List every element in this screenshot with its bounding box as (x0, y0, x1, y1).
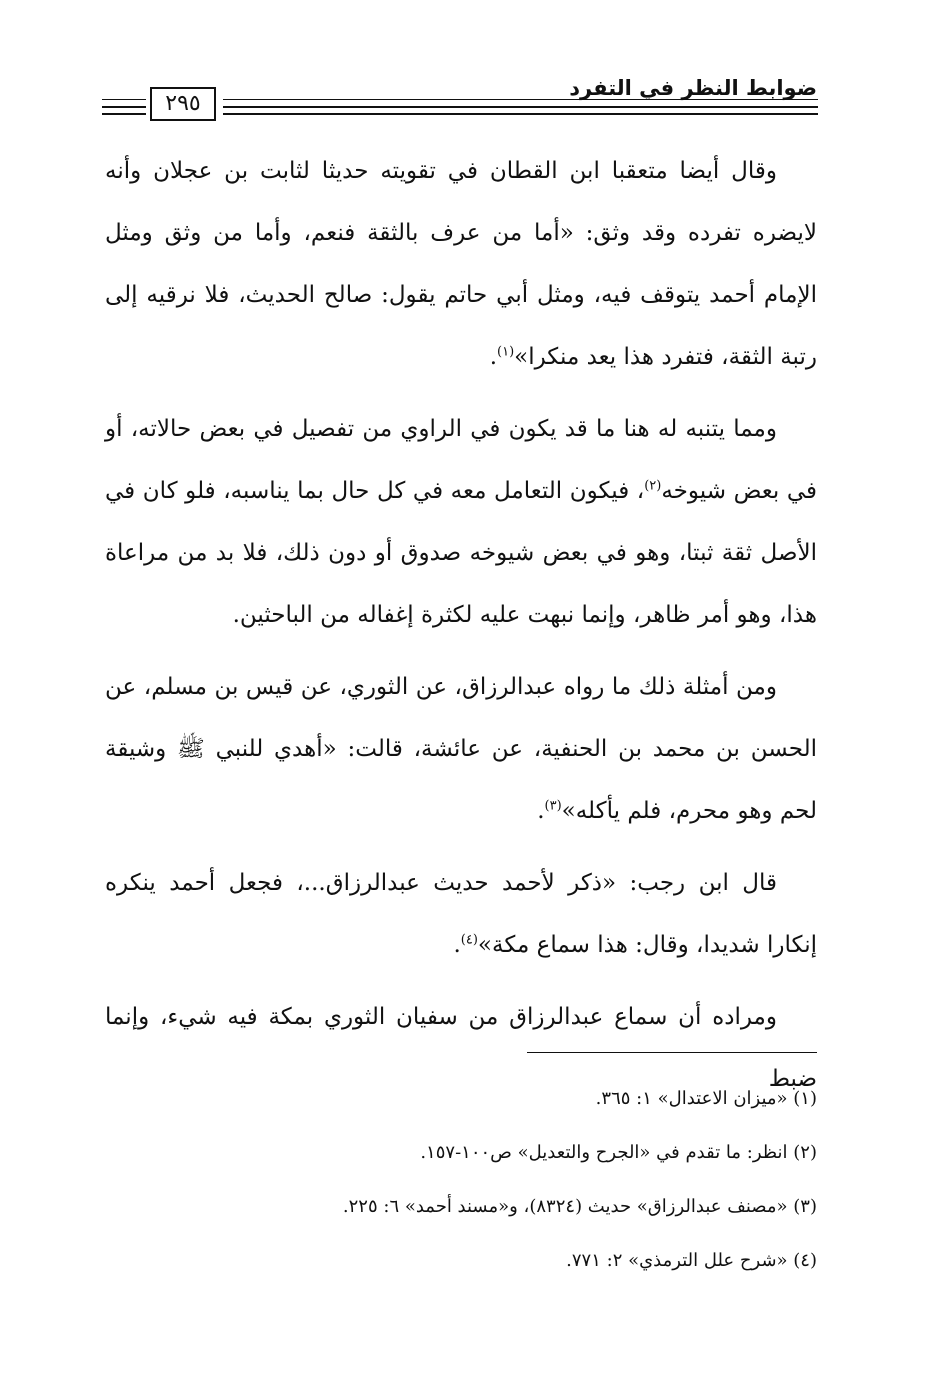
footnote: (١) «ميزان الاعتدال» ١: ٣٦٥. (595, 1088, 817, 1109)
paragraph (105, 140, 817, 388)
page-header (0, 72, 945, 132)
page-number: ٢٩٥ (150, 87, 216, 121)
paragraph (105, 852, 817, 976)
footnote-ref: (٣) (544, 798, 562, 814)
paragraph-text: ، فيكون التعامل معه في كل حال بما يناسبه، فلو كان في الأصل ثقة ثبتا، وهو في بعض شيوخه صدوق أو دون ذلك، فلا بد من مراعاة هذا، وهو أمر ظاهر، وإنما نبهت عليه لكثرة إغفاله من الباحثين. (105, 478, 817, 628)
footnote: (٤) «شرح علل الترمذي» ٢: ٧٧١. (566, 1250, 817, 1271)
running-title: ضوابط النظر في التفرد (569, 76, 817, 100)
main-text (105, 140, 817, 1110)
paragraph-text: ومما يتنبه له هنا ما قد يكون في الراوي من تفصيل في بعض حالاته، أو في بعض شيوخه (105, 416, 817, 504)
footnote-separator (527, 1052, 817, 1053)
paragraph-text: قال ابن رجب: «ذكر لأحمد حديث عبدالرزاق...، فجعل أحمد ينكره إنكارا شديدا، وقال: هذا سماع مكة» (105, 870, 817, 958)
paragraph-text: . (537, 798, 545, 824)
paragraph-text: وقال أيضا متعقبا ابن القطان في تقويته حديثا لثابت بن عجلان وأنه لايضره تفرده وقد وثق: «أما من عرف بالثقة فنعم، وأما من وثق ومثل الإمام أحمد يتوقف فيه، ومثل أبي حاتم يقول: صالح الحديث، فلا نرقيه إلى رتبة الثقة، فتفرد هذا يعد منكرا» (105, 158, 817, 370)
paragraph (105, 398, 817, 646)
footnote: (٢) انظر: ما تقدم في «الجرح والتعديل» ص١٠٠-١٥٧. (420, 1142, 817, 1163)
footnote-ref: (٤) (460, 932, 478, 948)
paragraph-text: . (489, 344, 498, 370)
paragraph (105, 656, 817, 842)
footnote: (٣) «مصنف عبدالرزاق» حديث (٨٣٢٤)، و«مسند أحمد» ٦: ٢٢٥. (342, 1196, 817, 1217)
footnote-ref: (١) (497, 344, 515, 360)
paragraph-text: . (453, 932, 461, 958)
footnotes (105, 1072, 817, 1288)
header-rule (223, 106, 818, 115)
header-rule-short (102, 106, 146, 115)
paragraph-text: ومن أمثلة ذلك ما رواه عبدالرزاق، عن الثوري، عن قيس بن مسلم، عن الحسن بن محمد بن الحنفية، عن عائشة، قالت: «أهدي للنبي ﷺ وشيقة لحم وهو محرم، فلم يأكله» (105, 674, 817, 824)
footnote-ref: (٢) (644, 478, 662, 494)
paragraph-text: ومراده أن سماع عبدالرزاق من سفيان الثوري بمكة فيه شيء، وإنما ضبط (105, 1004, 817, 1092)
